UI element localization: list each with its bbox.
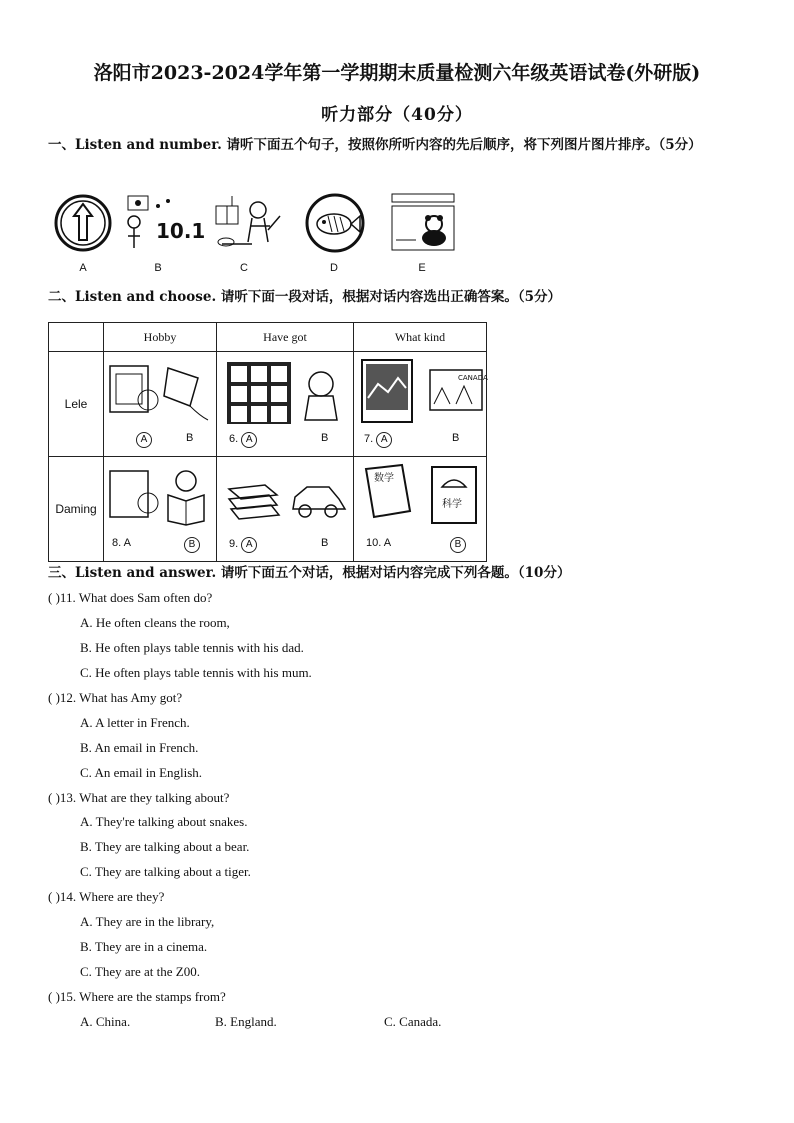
option-14b: B. They are in a cinema. [80,939,208,954]
canada-label: CANADA [458,374,488,382]
listening-section-title: 听力部分（40分） [321,105,473,125]
question-text: 15. Where are the stamps from? [59,989,226,1004]
section2-heading: 二、Listen and choose. 请听下面一段对话，根据对话内容选出正确答案。（5分） [48,289,562,305]
answer-blank[interactable]: ( ) [48,590,60,605]
option-b: B [321,537,329,549]
column-have-got: Have got [217,323,354,352]
row-label-lele: Lele [49,352,104,457]
answer-blank[interactable]: ( ) [48,989,60,1004]
question-12 [48,690,182,706]
stamps-and-reading-icon [108,465,212,527]
option-15c: C. Canada. [384,1014,442,1029]
math-book-label: 数学 [374,473,394,484]
cell-daming-what-kind [354,457,487,562]
option-a: A [383,537,392,549]
option-11b: B. He often plays table tennis with his dad. [80,640,304,655]
china-and-canada-stamp-icon [360,358,488,426]
section3-heading: 三、Listen and answer. 请听下面五个对话，根据对话内容完成下列各题。（10分） [48,565,571,581]
stamp-sheet-and-doll-icon [225,360,349,426]
picture-label-c: C [240,262,248,274]
option-13b: B. They are talking about a bear. [80,839,250,854]
up-arrow-sign-icon [52,192,114,254]
cell-daming-hobby [104,457,217,562]
picture-label-a: A [79,262,87,274]
section1-heading: 一、Listen and number. 请听下面五个句子，按照你所听内容的先后顺序，将下列图片图片排序。（5分） [48,137,702,153]
cell-lele-have-got [217,352,354,457]
question-text: 12. What has Amy got? [59,690,183,705]
option-12c: C. An email in English. [80,765,203,780]
column-what-kind: What kind [354,323,487,352]
question-11 [48,590,212,606]
girl-cleaning-room-icon [212,192,282,254]
option-12b: B. An email in French. [80,740,199,755]
row-label-daming: Daming [49,457,104,562]
option-13a: A. They're talking about snakes. [80,814,248,829]
stamps-and-kite-icon [108,360,212,422]
books-and-car-icon [225,469,349,527]
question-text: 13. What are they talking about? [59,790,230,805]
answer-circle: A [376,432,392,448]
answer-circle: A [136,432,152,448]
answer-circle: B [184,537,200,553]
option-11c: C. He often plays table tennis with his mum. [80,665,312,680]
answer-circle: A [241,432,257,448]
option-b: B [321,432,329,444]
fish-plate-icon [304,192,366,254]
question-14 [48,889,164,905]
national-day-10-1-icon [124,192,206,254]
option-b: B [186,432,194,444]
answer-blank[interactable]: ( ) [48,790,60,805]
option-13c: C. They are talking about a tiger. [80,864,251,879]
option-15a: A. China. [80,1014,131,1029]
question-number-8: 8. [112,537,122,549]
panda-icon [390,192,456,254]
option-11a: A. He often cleans the room, [80,615,230,630]
cell-lele-hobby [104,352,217,457]
option-b: B [452,432,460,444]
option-12a: A. A letter in French. [80,715,190,730]
picture-label-e: E [418,262,426,274]
exam-title: 洛阳市2023-2024学年第一学期期末质量检测六年级英语试卷(外研版) [93,62,701,84]
section1-pictures [52,192,472,274]
option-14a: A. They are in the library, [80,914,215,929]
cell-lele-what-kind [354,352,487,457]
table-corner [49,323,104,352]
option-a: A [123,537,131,549]
question-number-9: 9. [229,538,239,550]
ten-one-text: 10.1 [156,219,206,243]
science-book-label: 科学 [442,499,462,510]
question-number-10: 10. [366,537,382,549]
question-text: 14. Where are they? [59,889,165,904]
question-13 [48,790,229,806]
question-15 [48,989,226,1005]
answer-blank[interactable]: ( ) [48,690,60,705]
answer-blank[interactable]: ( ) [48,889,60,904]
column-hobby: Hobby [104,323,217,352]
question-text: 11. What does Sam often do? [59,590,213,605]
answer-circle: B [450,537,466,553]
question-number-6: 6. [229,433,239,445]
picture-label-b: B [154,262,162,274]
answer-circle: A [241,537,257,553]
cell-daming-have-got [217,457,354,562]
picture-label-d: D [330,262,338,274]
math-and-science-book-icon [362,463,482,529]
option-15b: B. England. [215,1014,277,1029]
option-14c: C. They are at the Z00. [80,964,200,979]
choice-table [48,322,487,562]
question-number-7: 7. [364,433,374,445]
